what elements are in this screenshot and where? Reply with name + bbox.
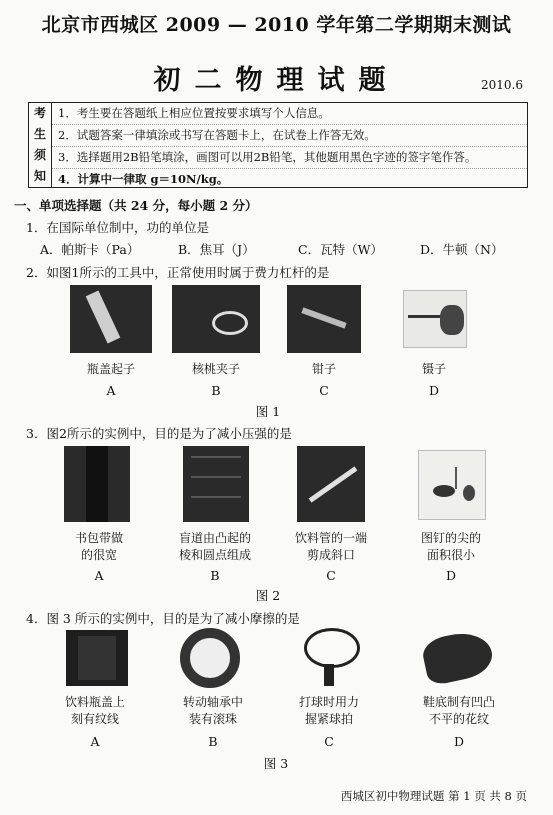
section-heading: 一、单项选择题（共 24 分，每小题 2 分） (14, 198, 258, 213)
tactile-paving-photo (183, 446, 249, 522)
q3-letter-b: B (210, 568, 220, 583)
tweezers-photo (403, 290, 467, 348)
thumbtack-photo (418, 450, 486, 520)
notice-side-label (29, 103, 52, 187)
question-1-text: 1．在国际单位制中，功的单位是 (26, 220, 209, 235)
notice-side-char: 须 (33, 148, 46, 162)
question-3-text: 3．图2所示的实例中，目的是为了减小压强的是 (26, 426, 292, 441)
q3-letter-d: D (445, 568, 457, 583)
page-footer: 西城区初中物理试题 第 1 页 共 8 页 (340, 789, 527, 803)
q2-letter-a: A (106, 383, 116, 398)
q3-caption-d: 图钉的尖的 面积很小 (420, 531, 481, 562)
q2-letter-d: D (428, 383, 440, 398)
notice-item: 4．计算中一律取 g＝10N/kg。 (58, 172, 229, 186)
q2-caption-b: 核桃夹子 (191, 362, 240, 376)
bottle-cap-photo (66, 630, 128, 686)
exam-subtitle: 初二物理试题 (153, 65, 400, 96)
notice-side-char: 知 (33, 169, 46, 183)
figure-3-label: 图 3 (263, 756, 289, 771)
q1-option-b: B．焦耳（J） (178, 242, 255, 257)
q4-letter-a: A (90, 734, 100, 749)
q2-caption-d: 镊子 (421, 362, 446, 376)
pliers-photo (287, 285, 361, 353)
q2-letter-b: B (211, 383, 221, 398)
q2-caption-c: 钳子 (311, 362, 336, 376)
notice-item: 3．选择题用2B铅笔填涂，画图可以用2B铅笔，其他题用黑色字迹的签字笔作答。 (52, 147, 527, 169)
notice-side-char: 生 (33, 127, 46, 141)
q4-caption-d: 鞋底制有凹凸 不平的花纹 (422, 695, 495, 726)
question-4-text: 4．图 3 所示的实例中，目的是为了减小摩擦的是 (26, 611, 300, 626)
shoe-sole-photo (420, 627, 496, 686)
q1-option-a: A．帕斯卡（Pa） (40, 242, 140, 257)
figure-2-label: 图 2 (255, 588, 281, 603)
nutcracker-photo (172, 285, 260, 353)
exam-title: 北京市西城区 2009 — 2010 学年第二学期期末测试 (41, 14, 512, 36)
notice-side-char: 考 (33, 106, 46, 120)
q1-option-d: D．牛顿（N） (420, 242, 504, 257)
q4-caption-c: 打球时用力 握紧球拍 (298, 695, 359, 726)
exam-date: 2010.6 (481, 78, 523, 92)
q4-letter-b: B (208, 734, 218, 749)
q1-option-c: C．瓦特（W） (298, 242, 383, 257)
bottle-opener-photo (70, 285, 152, 353)
q4-letter-c: C (324, 734, 334, 749)
q4-caption-a: 饮料瓶盖上 刻有纹线 (64, 695, 125, 726)
q2-letter-c: C (319, 383, 329, 398)
question-2-text: 2．如图1所示的工具中，正常使用时属于费力杠杆的是 (26, 265, 330, 280)
notice-items (52, 103, 527, 190)
q2-caption-a: 瓶盖起子 (86, 362, 135, 376)
q3-letter-c: C (326, 568, 336, 583)
notice-item: 1．考生要在答题纸上相应位置按要求填写个人信息。 (52, 103, 527, 125)
q3-caption-a: 书包带做 的很宽 (74, 531, 123, 562)
q3-caption-b: 盲道由凸起的 棱和圆点组成 (178, 531, 251, 562)
notice-item: 2．试题答案一律填涂或书写在答题卡上，在试卷上作答无效。 (52, 125, 527, 147)
schoolbag-strap-photo (64, 446, 130, 522)
q3-letter-a: A (94, 568, 104, 583)
ball-bearing-photo (180, 628, 240, 688)
q3-caption-c: 饮料管的一端 剪成斜口 (294, 531, 367, 562)
racket-photo (300, 628, 358, 688)
q4-caption-b: 转动轴承中 装有滚珠 (182, 695, 243, 726)
q4-letter-d: D (453, 734, 465, 749)
drinking-straw-photo (297, 446, 365, 522)
notice-box (28, 102, 528, 188)
figure-1-label: 图 1 (255, 404, 281, 419)
